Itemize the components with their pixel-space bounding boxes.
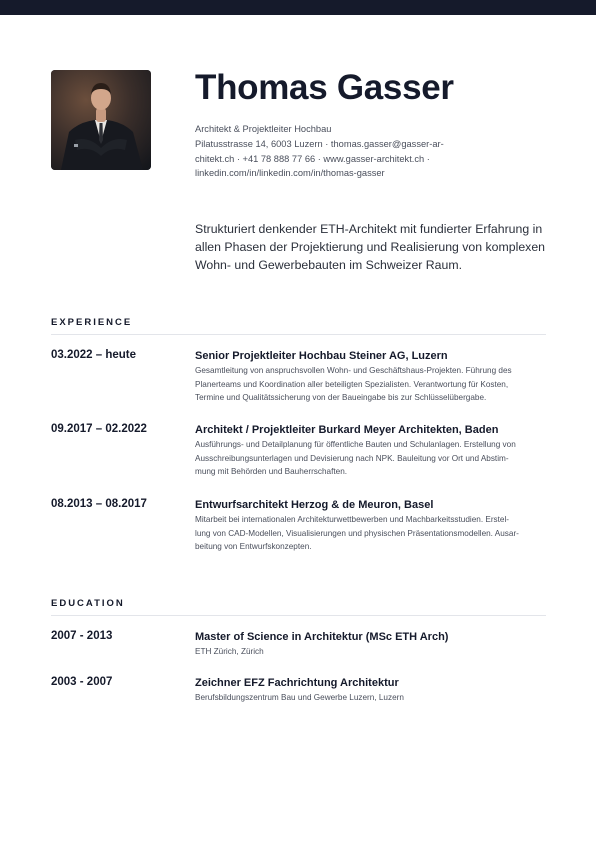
profile-photo bbox=[51, 70, 151, 170]
entry-title: Zeichner EFZ Fachrichtung Architektur bbox=[195, 677, 399, 689]
contact-info bbox=[195, 122, 485, 181]
description-line: Termine und Qualitätssicherung von der Baueingabe bis zur Schlüsselübergabe. bbox=[195, 393, 487, 403]
top-accent-bar bbox=[0, 0, 596, 15]
summary-line: Strukturiert denkender ETH-Architekt mit fundierter Erfahrung in bbox=[195, 222, 543, 236]
entry-date: 09.2017 – 02.2022 bbox=[51, 423, 147, 435]
entry-title: Master of Science in Architektur (MSc ETH Arch) bbox=[195, 631, 449, 643]
summary-line: Wohn- und Gewerbebauten im Schweizer Raum. bbox=[195, 258, 463, 272]
entry-body bbox=[195, 630, 547, 659]
profile-summary bbox=[195, 220, 545, 274]
entry-description bbox=[195, 364, 547, 405]
description-line: mung mit Behörden und Bauherrschaften. bbox=[195, 467, 348, 477]
entry-body bbox=[195, 676, 547, 705]
description-line: Berufsbildungszentrum Bau und Gewerbe Luzern, Luzern bbox=[195, 693, 404, 702]
entry-title: Entwurfsarchitekt Herzog & de Meuron, Basel bbox=[195, 499, 434, 511]
entry-date: 2007 - 2013 bbox=[51, 630, 113, 642]
description-line: Ausführungs- und Detailplanung für öffentliche Bauten und Schulanlagen. Erstellung von bbox=[195, 440, 516, 449]
entry-title: Senior Projektleiter Hochbau Steiner AG, Luzern bbox=[195, 350, 448, 362]
description-line: ETH Zürich, Zürich bbox=[195, 647, 264, 656]
entry-body bbox=[195, 498, 547, 554]
description-line: Mitarbeit bei internationalen Architekturwettbewerben und Machbarkeitsstudien. Erstel- bbox=[195, 515, 510, 524]
experience-heading: EXPERIENCE bbox=[51, 317, 546, 335]
entry-date: 03.2022 – heute bbox=[51, 349, 137, 361]
entry-body bbox=[195, 423, 547, 479]
description-line: beitung von Entwurfskonzepten. bbox=[195, 542, 312, 552]
entry-date: 08.2013 – 08.2017 bbox=[51, 498, 147, 510]
summary-line: allen Phasen der Projektierung und Realisierung von komplexen bbox=[195, 240, 545, 254]
entry-description bbox=[195, 438, 547, 479]
contact-line: Pilatusstrasse 14, 6003 Luzern · thomas.gasser@gasser-ar- bbox=[195, 138, 444, 149]
contact-line: chitekt.ch · +41 78 888 77 66 · www.gasser-architekt.ch · bbox=[195, 153, 430, 164]
entry-title: Architekt / Projektleiter Burkard Meyer Architekten, Baden bbox=[195, 424, 499, 436]
description-line: Gesamtleitung von anspruchsvollen Wohn- und Geschäftshaus-Projekten. Führung des bbox=[195, 366, 512, 375]
contact-line: linkedin.com/in/linkedin.com/in/thomas-gasser bbox=[195, 168, 385, 179]
entry-date: 2003 - 2007 bbox=[51, 676, 113, 688]
entry-description bbox=[195, 691, 547, 705]
job-title: Architekt & Projektleiter Hochbau bbox=[195, 124, 332, 134]
description-line: Planerteams und Koordination aller beteiligten Spezialisten. Verantwortung für Kosten, bbox=[195, 379, 509, 389]
description-line: Ausschreibungsunterlagen und Devisierung nach NPK. Bauleitung vor Ort und Abstim- bbox=[195, 453, 509, 463]
description-line: lung von CAD-Modellen, Visualisierungen und physischen Präsentationsmodellen. Ausar- bbox=[195, 528, 519, 538]
candidate-name: Thomas Gasser bbox=[195, 68, 454, 107]
entry-description bbox=[195, 645, 547, 659]
entry-body bbox=[195, 349, 547, 405]
entry-description bbox=[195, 513, 547, 554]
education-heading: EDUCATION bbox=[51, 598, 546, 616]
